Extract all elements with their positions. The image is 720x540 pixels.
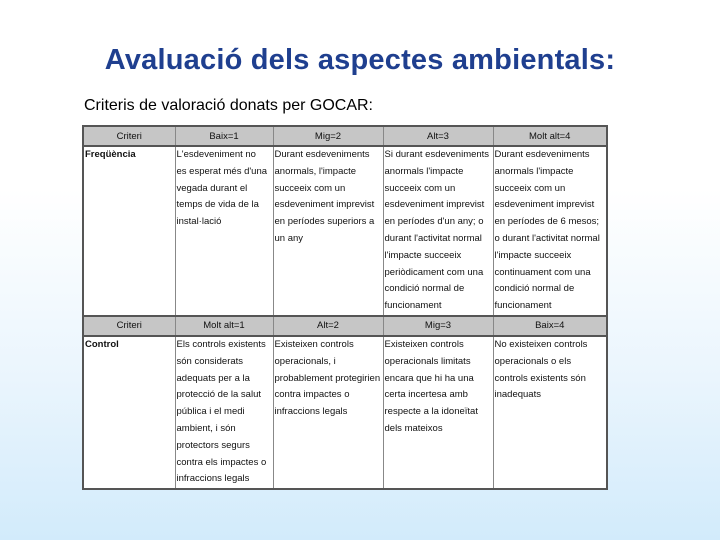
cell-text-line: respecte a la idoneïtat <box>384 406 478 418</box>
cell-text-line: contra els impactes o <box>176 456 267 468</box>
criteria-table <box>82 125 608 490</box>
cell-text-line: anormals l'impacte <box>494 165 574 177</box>
control-cell-4 <box>493 336 607 489</box>
frequencia-cell-3 <box>383 146 493 316</box>
cell-text-line: infraccions legals <box>176 473 250 485</box>
header2-level-4: Baix=4 <box>493 316 607 336</box>
cell-text-line: Existeixen controls <box>384 338 464 350</box>
cell-text-line: funcionament <box>494 300 552 312</box>
slide-title: Avaluació dels aspectes ambientals: <box>104 44 616 76</box>
frequencia-cell-2 <box>273 146 383 316</box>
row-label-frequencia: Freqüència <box>83 146 175 316</box>
cell-text-line: protectors segurs <box>176 439 250 451</box>
cell-text-line: condició normal de <box>494 283 575 295</box>
frequencia-cell-1 <box>175 146 273 316</box>
header-criteri: Criteri <box>83 126 175 146</box>
cell-text-line: instal·lació <box>176 216 222 228</box>
table1-header-row <box>83 126 607 146</box>
cell-text-line: són considerats <box>176 355 244 367</box>
control-cell-1 <box>175 336 273 489</box>
cell-text-line: periòdicament com una <box>384 266 484 278</box>
control-cell-2 <box>273 336 383 489</box>
cell-text-line: en períodes superiors a <box>274 216 375 228</box>
cell-text-line: funcionament <box>384 300 442 312</box>
cell-text-line: succeeix com un <box>274 182 346 194</box>
cell-text-line: contra impactes o <box>274 389 350 401</box>
cell-text-line: probablement protegirien <box>274 372 381 384</box>
cell-text-line: dels mateixos <box>384 422 443 434</box>
cell-text-line: un any <box>274 232 304 244</box>
header-level-4: Molt alt=4 <box>493 126 607 146</box>
cell-text-line: en períodes d'un any; o <box>384 216 484 228</box>
cell-text-line: esdeveniment imprevist <box>384 199 485 211</box>
header-level-2: Mig=2 <box>273 126 383 146</box>
slide-subtitle: Criteris de valoració donats per GOCAR: <box>84 97 373 114</box>
cell-text-line: durant l'activitat normal <box>384 232 482 244</box>
header-level-1: Baix=1 <box>175 126 273 146</box>
cell-text-line: continuament com una <box>494 266 591 278</box>
cell-text-line: ambient, i són <box>176 422 236 434</box>
cell-text-line: en períodes de 6 mesos; <box>494 216 600 228</box>
header2-level-1: Molt alt=1 <box>175 316 273 336</box>
cell-text-line: Els controls existents <box>176 338 266 350</box>
table2-header-row <box>83 316 607 336</box>
cell-text-line: esdeveniment imprevist <box>494 199 595 211</box>
cell-text-line: encara que hi ha una <box>384 372 474 384</box>
cell-text-line: certa incertesa amb <box>384 389 468 401</box>
row-label-control: Control <box>83 336 175 489</box>
cell-text-line: anormals l'impacte <box>384 165 464 177</box>
cell-text-line: es esperat més d'una <box>176 165 268 177</box>
cell-text-line: pública i el medi <box>176 406 245 418</box>
cell-text-line: condició normal de <box>384 283 465 295</box>
control-cell-3 <box>383 336 493 489</box>
cell-text-line: protecció de la salut <box>176 389 261 401</box>
cell-text-line: anormals, l'impacte <box>274 165 357 177</box>
cell-text-line: temps de vida de la <box>176 199 259 211</box>
cell-text-line: o durant l'activitat normal <box>494 232 600 244</box>
header2-level-3: Mig=3 <box>383 316 493 336</box>
cell-text-line: Durant esdeveniments <box>274 149 370 160</box>
cell-text-line: vegada durant el <box>176 182 248 194</box>
cell-text-line: L'esdeveniment no <box>176 149 256 160</box>
cell-text-line: Durant esdeveniments <box>494 149 590 160</box>
header2-criteri: Criteri <box>83 316 175 336</box>
cell-text-line: esdeveniment imprevist <box>274 199 375 211</box>
cell-text-line: infraccions legals <box>274 406 348 418</box>
cell-text-line: No existeixen controls <box>494 338 588 350</box>
header2-level-2: Alt=2 <box>273 316 383 336</box>
cell-text-line: controls existents són <box>494 372 586 384</box>
frequencia-row <box>83 146 607 316</box>
cell-text-line: succeeix com un <box>384 182 456 194</box>
cell-text-line: succeeix com un <box>494 182 566 194</box>
control-row <box>83 336 607 489</box>
cell-text-line: Si durant esdeveniments <box>384 149 490 160</box>
cell-text-line: operacionals, i <box>274 355 336 367</box>
cell-text-line: Existeixen controls <box>274 338 354 350</box>
header-level-3: Alt=3 <box>383 126 493 146</box>
cell-text-line: l'impacte succeeix <box>384 249 462 261</box>
cell-text-line: inadequats <box>494 389 541 401</box>
cell-text-line: l'impacte succeeix <box>494 249 572 261</box>
cell-text-line: operacionals o els <box>494 355 572 367</box>
frequencia-cell-4 <box>493 146 607 316</box>
cell-text-line: operacionals limitats <box>384 355 471 367</box>
cell-text-line: adequats per a la <box>176 372 250 384</box>
